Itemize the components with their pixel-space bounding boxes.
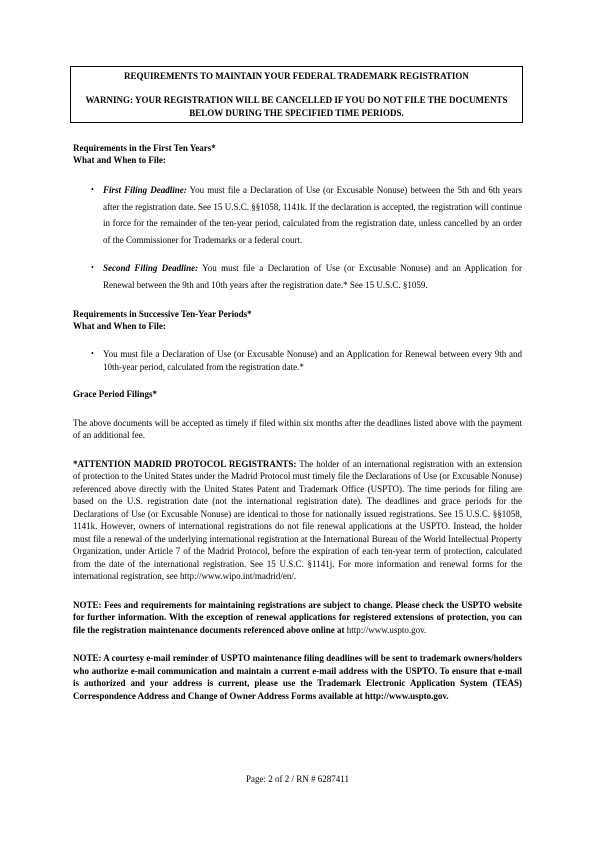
- page-footer: Page: 2 of 2 / RN # 6287411: [246, 774, 349, 784]
- email-reminder-note: NOTE: A courtesy e-mail reminder of USPTO maintenance filing deadlines will be sent to trademark owners/holders who authorize e-mail communication and maintain a current e-mail address with the USPTO. To ensure that e-mail is authorized and your address is current, please use the Trademark Electronic Application System (TEAS) Correspondence Address and Change of Owner Address Forms available at http://www.uspto.gov.: [73, 653, 522, 701]
- document-title: REQUIREMENTS TO MAINTAIN YOUR FEDERAL TRADEMARK REGISTRATION: [124, 71, 469, 81]
- uspto-link[interactable]: http://www.uspto.gov.: [344, 624, 427, 635]
- bullet-icon: •: [91, 263, 94, 272]
- madrid-protocol-text: The holder of an international registration with an extension of protection to the United States under the Madrid Protocol must timely file the Declarations of Use (or Excusable Nonuse) referenced above directly with the United States Patent and Trademark Office (USPTO). The time periods for filing are based on the U.S. registration date (not the international registration date). The deadlines and grace periods for the Declarations of Use (or Excusable Nonuse) are identical to those for nationally issued registrations. See 15 U.S.C. §§1058, 1141k. However, owners of international registrations do not file renewal applications at the USPTO. Instead, the holder must file a renewal of the underlying international registration at the International Bureau of the World Intellectual Property Organization, under Article 7 of the Madrid Protocol, before the expiration of each ten-year term of protection, calculated from the date of the international registration. See 15 U.S.C. §1141j. For more information and renewal forms for the international registration, see http://www.wipo.int/madrid/en/.: [73, 458, 523, 581]
- grace-period-text: The above documents will be accepted as timely if filed within six months after the deadlines listed above with the payment of an additional fee.: [73, 417, 522, 440]
- section-first-ten-years-heading: Requirements in the First Ten Years*: [73, 143, 216, 153]
- successive-periods-item: [73, 348, 522, 373]
- bullet-icon: •: [91, 185, 94, 194]
- first-filing-deadline-label: First Filing Deadline:: [103, 185, 187, 195]
- fees-note-paragraph: [73, 599, 522, 637]
- successive-periods-text: You must file a Declaration of Use (or Excusable Nonuse) and an Application for Renewal between every 9th and 10th-year period, calculated from the registration date.*: [103, 349, 522, 372]
- first-filing-deadline-item: [73, 182, 522, 248]
- fees-note-text: NOTE: Fees and requirements for maintaining registrations are subject to change. Please check the USPTO website for further information. With the exception of renewal applications for registered extensions of protection, you can file the registration maintenance documents referenced above online at: [73, 599, 522, 635]
- second-filing-deadline-label: Second Filing Deadline:: [103, 263, 199, 273]
- bullet-icon: •: [91, 349, 94, 358]
- warning-box: [70, 66, 523, 123]
- section-successive-periods-subheading: What and When to File:: [73, 320, 166, 331]
- madrid-protocol-label: *ATTENTION MADRID PROTOCOL REGISTRANTS:: [73, 458, 297, 469]
- document-body: [73, 143, 522, 702]
- section-successive-periods-heading: Requirements in Successive Ten-Year Periods*: [73, 309, 252, 319]
- section-first-ten-years-subheading: What and When to File:: [73, 154, 166, 165]
- first-filing-deadline-text: You must file a Declaration of Use (or Excusable Nonuse) between the 5th and 6th years after the registration date. See 15 U.S.C. §§1058, 1141k. If the declaration is accepted, the registration will continue in force for the remainder of the ten-year period, calculated from the registration date, unless cancelled by an order of the Commissioner for Trademarks or a federal court.: [103, 185, 522, 245]
- warning-text: WARNING: YOUR REGISTRATION WILL BE CANCELLED IF YOU DO NOT FILE THE DOCUMENTS BELOW DURING THE SPECIFIED TIME PERIODS.: [85, 95, 508, 118]
- grace-period-heading: Grace Period Filings*: [73, 389, 157, 399]
- second-filing-deadline-item: [73, 260, 522, 293]
- madrid-protocol-paragraph: [73, 458, 522, 583]
- second-filing-deadline-text: You must file a Declaration of Use (or Excusable Nonuse) and an Application for Renewal between the 9th and 10th years after the registration date.* See 15 U.S.C. §1059.: [103, 263, 522, 290]
